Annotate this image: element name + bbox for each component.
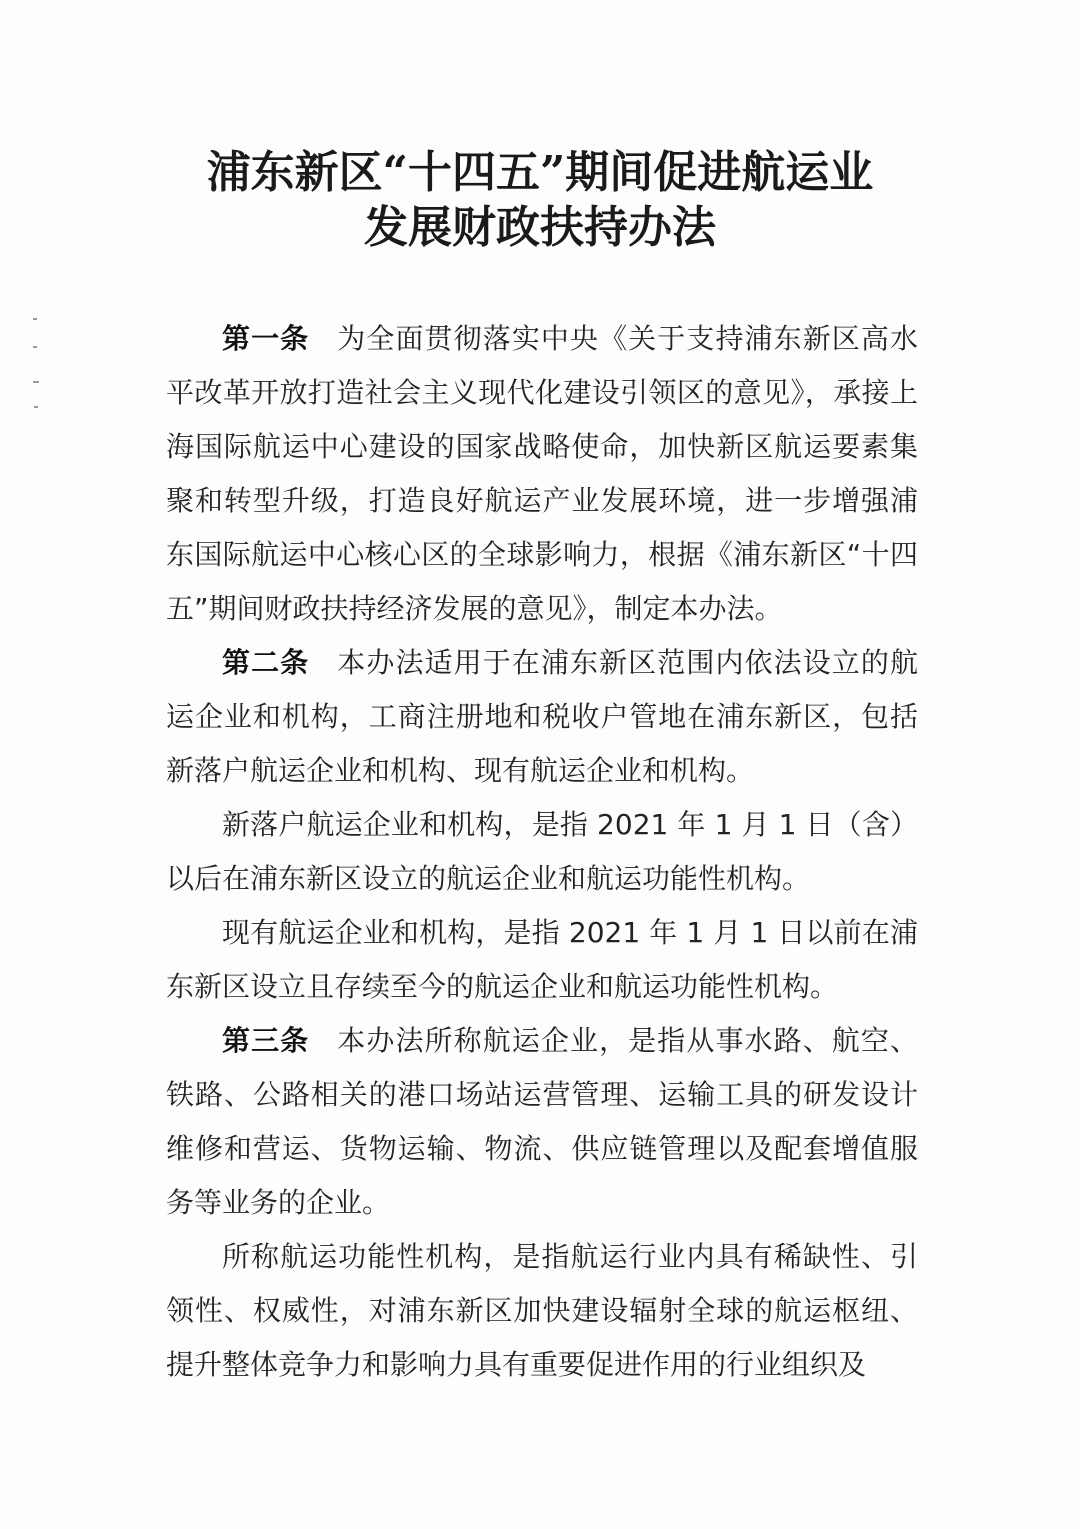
article-number: 第一条 xyxy=(222,322,310,355)
paragraph-text: 新落户航运企业和机构，是指 2021 年 1 月 1 日（含）以后在浦东新区设立的航运企业和航运功能性机构。 xyxy=(166,808,918,895)
margin-speck xyxy=(33,318,37,320)
paragraph-text: 本办法适用于在浦东新区范围内依法设立的航运企业和机构，工商注册地和税收户管地在浦东新区，包括新落户航运企业和机构、现有航运企业和机构。 xyxy=(166,646,918,787)
paragraph-text: 本办法所称航运企业，是指从事水路、航空、铁路、公路相关的港口场站运营管理、运输工具的研发设计维修和营运、货物运输、物流、供应链管理以及配套增值服务等业务的企业。 xyxy=(166,1024,918,1219)
paragraph-article-1 xyxy=(166,312,918,636)
document-title-line-1: 浦东新区“十四五”期间促进航运业 xyxy=(206,147,874,198)
document-body xyxy=(166,312,918,1392)
article-number: 第三条 xyxy=(222,1024,310,1057)
paragraph-text: 现有航运企业和机构，是指 2021 年 1 月 1 日以前在浦东新区设立且存续至今的航运企业和航运功能性机构。 xyxy=(166,916,918,1003)
paragraph-existing-entities xyxy=(166,906,918,1014)
paragraph-new-entities xyxy=(166,798,918,906)
paragraph-text: 所称航运功能性机构，是指航运行业内具有稀缺性、引领性、权威性，对浦东新区加快建设辐射全球的航运枢纽、提升整体竞争力和影响力具有重要促进作用的行业组织及 xyxy=(166,1240,918,1381)
margin-speck xyxy=(33,381,39,383)
paragraph-article-2 xyxy=(166,636,918,798)
paragraph-text: 为全面贯彻落实中央《关于支持浦东新区高水平改革开放打造社会主义现代化建设引领区的意见》，承接上海国际航运中心建设的国家战略使命，加快新区航运要素集聚和转型升级，打造良好航运产业发展环境，进一步增强浦东国际航运中心核心区的全球影响力，根据《浦东新区“十四五”期间财政扶持经济发展的意见》，制定本办法。 xyxy=(166,322,918,625)
paragraph-functional-institutions xyxy=(166,1230,918,1392)
document-title-line-2: 发展财政扶持办法 xyxy=(364,202,716,253)
margin-speck xyxy=(34,406,38,408)
margin-speck xyxy=(33,346,37,348)
article-number: 第二条 xyxy=(222,646,310,679)
paragraph-article-3 xyxy=(166,1014,918,1230)
